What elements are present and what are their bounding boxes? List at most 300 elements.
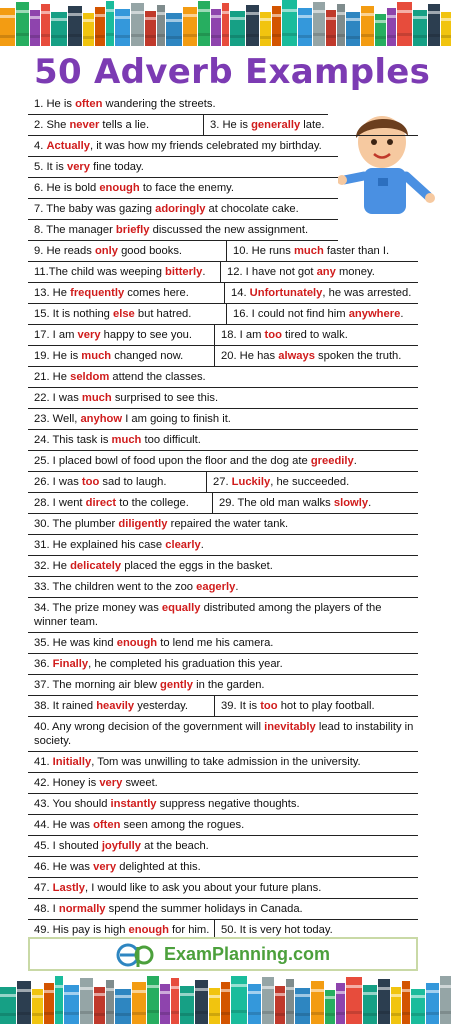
example-number: 1. xyxy=(34,98,44,110)
book-spine xyxy=(83,13,95,46)
book-spine xyxy=(95,7,105,46)
example-number: 46. xyxy=(34,861,50,873)
example-text: , I would like to ask you about your future plans. xyxy=(85,882,322,894)
book-spine xyxy=(262,977,274,1024)
adverb-highlight: very xyxy=(99,777,123,789)
example-number: 15. xyxy=(34,308,50,320)
example-text: . xyxy=(353,455,357,467)
example-number: 9. xyxy=(34,245,44,257)
example-sentence xyxy=(28,654,418,674)
example-row xyxy=(28,136,338,157)
example-sentence xyxy=(28,115,203,135)
example-sentence xyxy=(28,773,418,793)
example-number: 19. xyxy=(34,350,50,362)
example-row xyxy=(28,220,338,241)
book-spine xyxy=(298,8,312,46)
book-spine xyxy=(295,988,310,1024)
example-number: 28. xyxy=(34,497,50,509)
example-text: tells a lie. xyxy=(99,119,150,131)
example-sentence xyxy=(28,794,418,814)
example-sentence xyxy=(28,451,418,471)
examples-table xyxy=(28,94,418,941)
example-row xyxy=(28,815,418,836)
example-sentence xyxy=(212,493,418,513)
example-text: placed the eggs in the basket. xyxy=(121,560,273,572)
example-number: 25. xyxy=(34,455,50,467)
example-sentence xyxy=(28,409,418,429)
example-sentence xyxy=(28,675,418,695)
example-text: The child was weeping xyxy=(48,266,166,278)
example-sentence xyxy=(224,283,418,303)
example-row xyxy=(28,773,418,794)
example-sentence xyxy=(28,878,418,898)
example-row xyxy=(28,325,418,346)
example-text: attend the classes. xyxy=(109,371,206,383)
example-number: 27. xyxy=(213,476,229,488)
book-spine xyxy=(248,984,262,1024)
example-number: 21. xyxy=(34,371,50,383)
book-spine xyxy=(313,2,325,46)
example-text: . xyxy=(200,539,204,551)
example-text: , he completed his graduation this year. xyxy=(88,658,283,670)
adverb-highlight: often xyxy=(93,819,121,831)
example-number: 30. xyxy=(34,518,50,530)
example-text: I placed bowl of food upon the floor and the dog ate xyxy=(49,455,311,467)
adverb-highlight: inevitably xyxy=(264,721,316,733)
example-row xyxy=(28,633,418,654)
example-number: 11. xyxy=(34,266,49,278)
book-spine xyxy=(246,5,259,46)
book-spine xyxy=(402,981,410,1024)
book-spine xyxy=(115,9,130,46)
example-sentence xyxy=(28,556,418,576)
example-sentence xyxy=(28,598,418,632)
adverb-highlight: normally xyxy=(58,903,106,915)
example-row xyxy=(28,94,328,115)
example-text: He is xyxy=(49,350,82,362)
example-sentence xyxy=(28,304,226,324)
example-number: 47. xyxy=(34,882,50,894)
book-spine xyxy=(209,988,220,1024)
book-spine xyxy=(32,989,44,1024)
book-spine xyxy=(41,4,50,46)
book-spine xyxy=(346,12,361,46)
adverb-highlight: very xyxy=(77,329,101,341)
example-number: 24. xyxy=(34,434,50,446)
book-spine xyxy=(68,6,82,46)
adverb-highlight: bitterly xyxy=(165,266,203,278)
example-text: changed now. xyxy=(111,350,184,362)
book-spine xyxy=(131,3,144,46)
book-spine xyxy=(441,12,451,47)
example-text: spend the summer holidays in Canada. xyxy=(105,903,303,915)
adverb-highlight: Actually xyxy=(46,140,90,152)
book-spine xyxy=(326,10,336,46)
example-text: The old man walks xyxy=(234,497,334,509)
book-spine xyxy=(106,980,115,1024)
example-number: 17. xyxy=(34,329,50,341)
example-sentence xyxy=(28,367,418,387)
example-text: repaired the water tank. xyxy=(167,518,289,530)
example-text: The manager xyxy=(43,224,116,236)
example-number: 41. xyxy=(34,756,50,768)
example-text: It is xyxy=(236,700,261,712)
example-sentence xyxy=(220,262,418,282)
book-spine xyxy=(80,978,93,1024)
example-text: for him. xyxy=(168,924,210,936)
adverb-highlight: heavily xyxy=(96,700,135,712)
example-row xyxy=(28,346,418,367)
example-row xyxy=(28,598,418,633)
example-text: distributed among the players of the winner team. xyxy=(34,602,382,628)
book-spine xyxy=(198,1,210,46)
example-row xyxy=(28,241,418,262)
book-spine xyxy=(51,12,67,47)
example-sentence xyxy=(214,346,418,366)
example-text: I am going to finish it. xyxy=(122,413,231,425)
adverb-highlight: much xyxy=(111,434,142,446)
book-spine xyxy=(106,1,114,46)
example-text: , it was how my friends celebrated my birthday. xyxy=(89,140,322,152)
example-row xyxy=(28,857,418,878)
example-number: 44. xyxy=(34,819,50,831)
example-number: 31. xyxy=(34,539,50,551)
adverb-highlight: greedily xyxy=(310,455,354,467)
book-spine xyxy=(0,987,16,1024)
example-sentence xyxy=(28,717,418,751)
adverb-highlight: never xyxy=(69,119,100,131)
adverb-highlight: diligently xyxy=(118,518,168,530)
example-text: I shouted xyxy=(49,840,102,852)
adverb-highlight: Initially xyxy=(52,756,92,768)
book-spine xyxy=(195,980,208,1024)
book-spine xyxy=(211,9,221,46)
adverb-highlight: eagerly xyxy=(196,581,236,593)
example-text: He runs xyxy=(248,245,294,257)
example-text: faster than I. xyxy=(323,245,390,257)
example-text: surprised to see this. xyxy=(111,392,219,404)
example-text: He xyxy=(49,287,71,299)
example-text: seen among the rogues. xyxy=(120,819,245,831)
book-spine xyxy=(336,983,345,1024)
book-spine xyxy=(325,990,336,1024)
example-row xyxy=(28,472,418,493)
example-sentence xyxy=(28,836,418,856)
example-sentence xyxy=(28,346,214,366)
example-text: I xyxy=(49,903,59,915)
adverb-highlight: Unfortunately xyxy=(249,287,323,299)
example-text: He xyxy=(49,371,71,383)
book-spine xyxy=(231,976,247,1024)
example-text: suppress negative thoughts. xyxy=(156,798,300,810)
example-text: . xyxy=(368,497,372,509)
example-sentence xyxy=(28,535,418,555)
book-spine xyxy=(160,984,170,1024)
adverb-highlight: equally xyxy=(161,602,201,614)
book-spine xyxy=(363,985,377,1024)
adverb-highlight: frequently xyxy=(70,287,125,299)
example-row xyxy=(28,451,418,472)
example-sentence xyxy=(28,241,226,261)
adverb-highlight: too xyxy=(264,329,282,341)
example-text: I am xyxy=(49,329,78,341)
example-row xyxy=(28,654,418,675)
book-spine xyxy=(147,976,159,1024)
example-text: He was kind xyxy=(49,637,117,649)
adverb-highlight: gently xyxy=(160,679,193,691)
example-number: 38. xyxy=(34,700,50,712)
example-sentence xyxy=(226,241,418,261)
book-spine xyxy=(272,6,281,46)
example-text: I have not got xyxy=(242,266,317,278)
adverb-highlight: generally xyxy=(251,119,301,131)
book-spine xyxy=(157,5,166,46)
example-text: hot to play football. xyxy=(277,700,375,712)
adverb-highlight: enough xyxy=(128,924,169,936)
adverb-highlight: clearly xyxy=(165,539,201,551)
example-text: Honey is xyxy=(49,777,100,789)
example-text: to lend me his camera. xyxy=(157,637,274,649)
book-spine xyxy=(387,8,396,46)
example-text: , he was arrested. xyxy=(322,287,412,299)
example-sentence xyxy=(28,262,220,282)
book-spine xyxy=(346,977,362,1024)
example-number: 49. xyxy=(34,924,50,936)
adverb-highlight: delicately xyxy=(70,560,122,572)
example-text: , he succeeded. xyxy=(270,476,350,488)
example-row xyxy=(28,899,418,920)
book-spine xyxy=(230,11,245,46)
example-text: It rained xyxy=(49,700,97,712)
example-number: 23. xyxy=(34,413,50,425)
adverb-highlight: much xyxy=(293,245,324,257)
example-text: discussed the new assignment. xyxy=(149,224,309,236)
book-spine xyxy=(413,10,427,46)
adverb-highlight: else xyxy=(113,308,135,320)
book-spine xyxy=(222,3,230,46)
example-number: 48. xyxy=(34,903,50,915)
adverb-highlight: joyfully xyxy=(101,840,141,852)
example-text: Any wrong decision of the government will xyxy=(49,721,265,733)
book-spine xyxy=(397,2,413,46)
example-text: , Tom was unwilling to take admission in the university. xyxy=(91,756,361,768)
example-text: good books. xyxy=(117,245,183,257)
example-row xyxy=(28,514,418,535)
example-row xyxy=(28,430,418,451)
example-row xyxy=(28,157,338,178)
example-text: delighted at this. xyxy=(116,861,201,873)
example-sentence xyxy=(203,115,418,135)
example-number: 4. xyxy=(34,140,44,152)
example-text: He explained his case xyxy=(49,539,166,551)
book-spine xyxy=(311,981,324,1024)
example-text: I was xyxy=(49,392,82,404)
example-text: fine today. xyxy=(90,161,144,173)
example-sentence xyxy=(28,493,212,513)
adverb-highlight: Finally xyxy=(52,658,89,670)
example-number: 16. xyxy=(233,308,249,320)
example-text: late. xyxy=(300,119,325,131)
adverb-highlight: much xyxy=(81,350,112,362)
example-number: 45. xyxy=(34,840,50,852)
example-text: He was xyxy=(49,861,94,873)
example-number: 12. xyxy=(227,266,243,278)
example-number: 8. xyxy=(34,224,44,236)
example-number: 43. xyxy=(34,798,50,810)
example-text: The children went to the zoo xyxy=(49,581,197,593)
adverb-highlight: enough xyxy=(116,637,158,649)
example-sentence xyxy=(28,220,338,240)
example-text: . xyxy=(202,266,206,278)
example-text: . xyxy=(400,308,404,320)
example-sentence xyxy=(28,899,418,919)
example-text: happy to see you. xyxy=(100,329,193,341)
example-text: but hatred. xyxy=(134,308,192,320)
example-number: 22. xyxy=(34,392,50,404)
example-text: spoken the truth. xyxy=(314,350,402,362)
book-spine xyxy=(30,10,41,46)
example-row xyxy=(28,675,418,696)
example-text: I was xyxy=(49,476,82,488)
example-text: . xyxy=(235,581,239,593)
adverb-highlight: anywhere xyxy=(348,308,401,320)
book-spine xyxy=(275,986,285,1024)
book-spine xyxy=(132,982,146,1024)
example-text: The morning air blew xyxy=(49,679,161,691)
book-spine xyxy=(44,983,54,1024)
example-text: He was xyxy=(49,819,94,831)
example-number: 5. xyxy=(34,161,44,173)
book-spine xyxy=(64,985,79,1024)
adverb-highlight: only xyxy=(94,245,118,257)
example-text: He xyxy=(49,560,71,572)
book-spine xyxy=(145,11,156,46)
book-spine xyxy=(286,979,294,1024)
example-number: 36. xyxy=(34,658,50,670)
footer-banner[interactable] xyxy=(28,937,418,971)
example-text: I am xyxy=(236,329,265,341)
book-spine xyxy=(426,983,439,1024)
example-text: at the beach. xyxy=(140,840,209,852)
book-spine xyxy=(180,986,195,1024)
example-row xyxy=(28,304,418,325)
example-number: 14. xyxy=(231,287,247,299)
book-spine xyxy=(337,4,345,46)
example-row xyxy=(28,409,418,430)
example-text: The plumber xyxy=(49,518,119,530)
example-row xyxy=(28,388,418,409)
example-row xyxy=(28,199,338,220)
example-text: The prize money was xyxy=(49,602,162,614)
example-text: He has xyxy=(236,350,279,362)
example-row xyxy=(28,878,418,899)
adverb-highlight: always xyxy=(278,350,315,362)
book-spine xyxy=(183,7,197,46)
example-row xyxy=(28,556,418,577)
adverb-highlight: very xyxy=(66,161,90,173)
example-number: 13. xyxy=(34,287,50,299)
example-text: He is bold xyxy=(43,182,100,194)
example-row xyxy=(28,794,418,815)
book-spine xyxy=(440,976,451,1024)
example-text: This task is xyxy=(49,434,112,446)
book-spine xyxy=(361,6,374,46)
example-text: money. xyxy=(335,266,375,278)
example-number: 35. xyxy=(34,637,50,649)
example-sentence xyxy=(28,157,338,177)
example-number: 18. xyxy=(221,329,237,341)
books-decoration-bottom xyxy=(0,975,452,1024)
example-row xyxy=(28,178,338,199)
book-spine xyxy=(282,0,298,46)
example-text: Well, xyxy=(49,413,81,425)
example-text: You should xyxy=(49,798,111,810)
example-text: wandering the streets. xyxy=(102,98,216,110)
example-number: 37. xyxy=(34,679,50,691)
example-text: sweet. xyxy=(122,777,158,789)
example-text: tired to walk. xyxy=(281,329,348,341)
example-number: 50. xyxy=(221,924,237,936)
example-row xyxy=(28,367,418,388)
example-row xyxy=(28,493,418,514)
example-text: It is very hot today. xyxy=(236,924,333,936)
example-sentence xyxy=(28,633,418,653)
example-row xyxy=(28,717,418,752)
example-number: 7. xyxy=(34,203,44,215)
example-sentence xyxy=(206,472,418,492)
adverb-highlight: slowly xyxy=(333,497,369,509)
example-sentence xyxy=(28,857,418,877)
brand-name: ExamPlanning.com xyxy=(163,943,331,964)
example-number: 10. xyxy=(233,245,249,257)
adverb-highlight: too xyxy=(260,700,278,712)
example-sentence xyxy=(28,472,206,492)
adverb-highlight: adoringly xyxy=(155,203,206,215)
example-sentence xyxy=(226,304,418,324)
books-decoration-top xyxy=(0,0,452,46)
book-spine xyxy=(115,989,131,1024)
example-number: 33. xyxy=(34,581,50,593)
example-sentence xyxy=(28,752,418,772)
adverb-highlight: too xyxy=(81,476,100,488)
example-row xyxy=(28,283,418,304)
adverb-highlight: Luckily xyxy=(231,476,271,488)
book-spine xyxy=(171,978,179,1024)
example-text: comes here. xyxy=(124,287,189,299)
example-text: She xyxy=(43,119,70,131)
book-spine xyxy=(0,8,15,46)
example-number: 32. xyxy=(34,560,50,572)
example-sentence xyxy=(28,136,338,156)
example-text: He is xyxy=(43,98,76,110)
book-spine xyxy=(17,981,31,1024)
page-title: 50 Adverb Examples xyxy=(34,52,431,92)
example-number: 2. xyxy=(34,119,44,131)
adverb-highlight: seldom xyxy=(70,371,110,383)
example-sentence xyxy=(28,577,418,597)
example-text: yesterday. xyxy=(134,700,189,712)
example-text: sad to laugh. xyxy=(99,476,167,488)
example-row xyxy=(28,696,418,717)
book-spine xyxy=(411,989,426,1024)
example-number: 40. xyxy=(34,721,50,733)
example-sentence xyxy=(28,514,418,534)
example-text: The baby was gazing xyxy=(43,203,156,215)
example-text: to the college. xyxy=(116,497,189,509)
example-text: He reads xyxy=(43,245,95,257)
adverb-highlight: briefly xyxy=(115,224,150,236)
examplanning-logo-icon xyxy=(116,941,156,967)
